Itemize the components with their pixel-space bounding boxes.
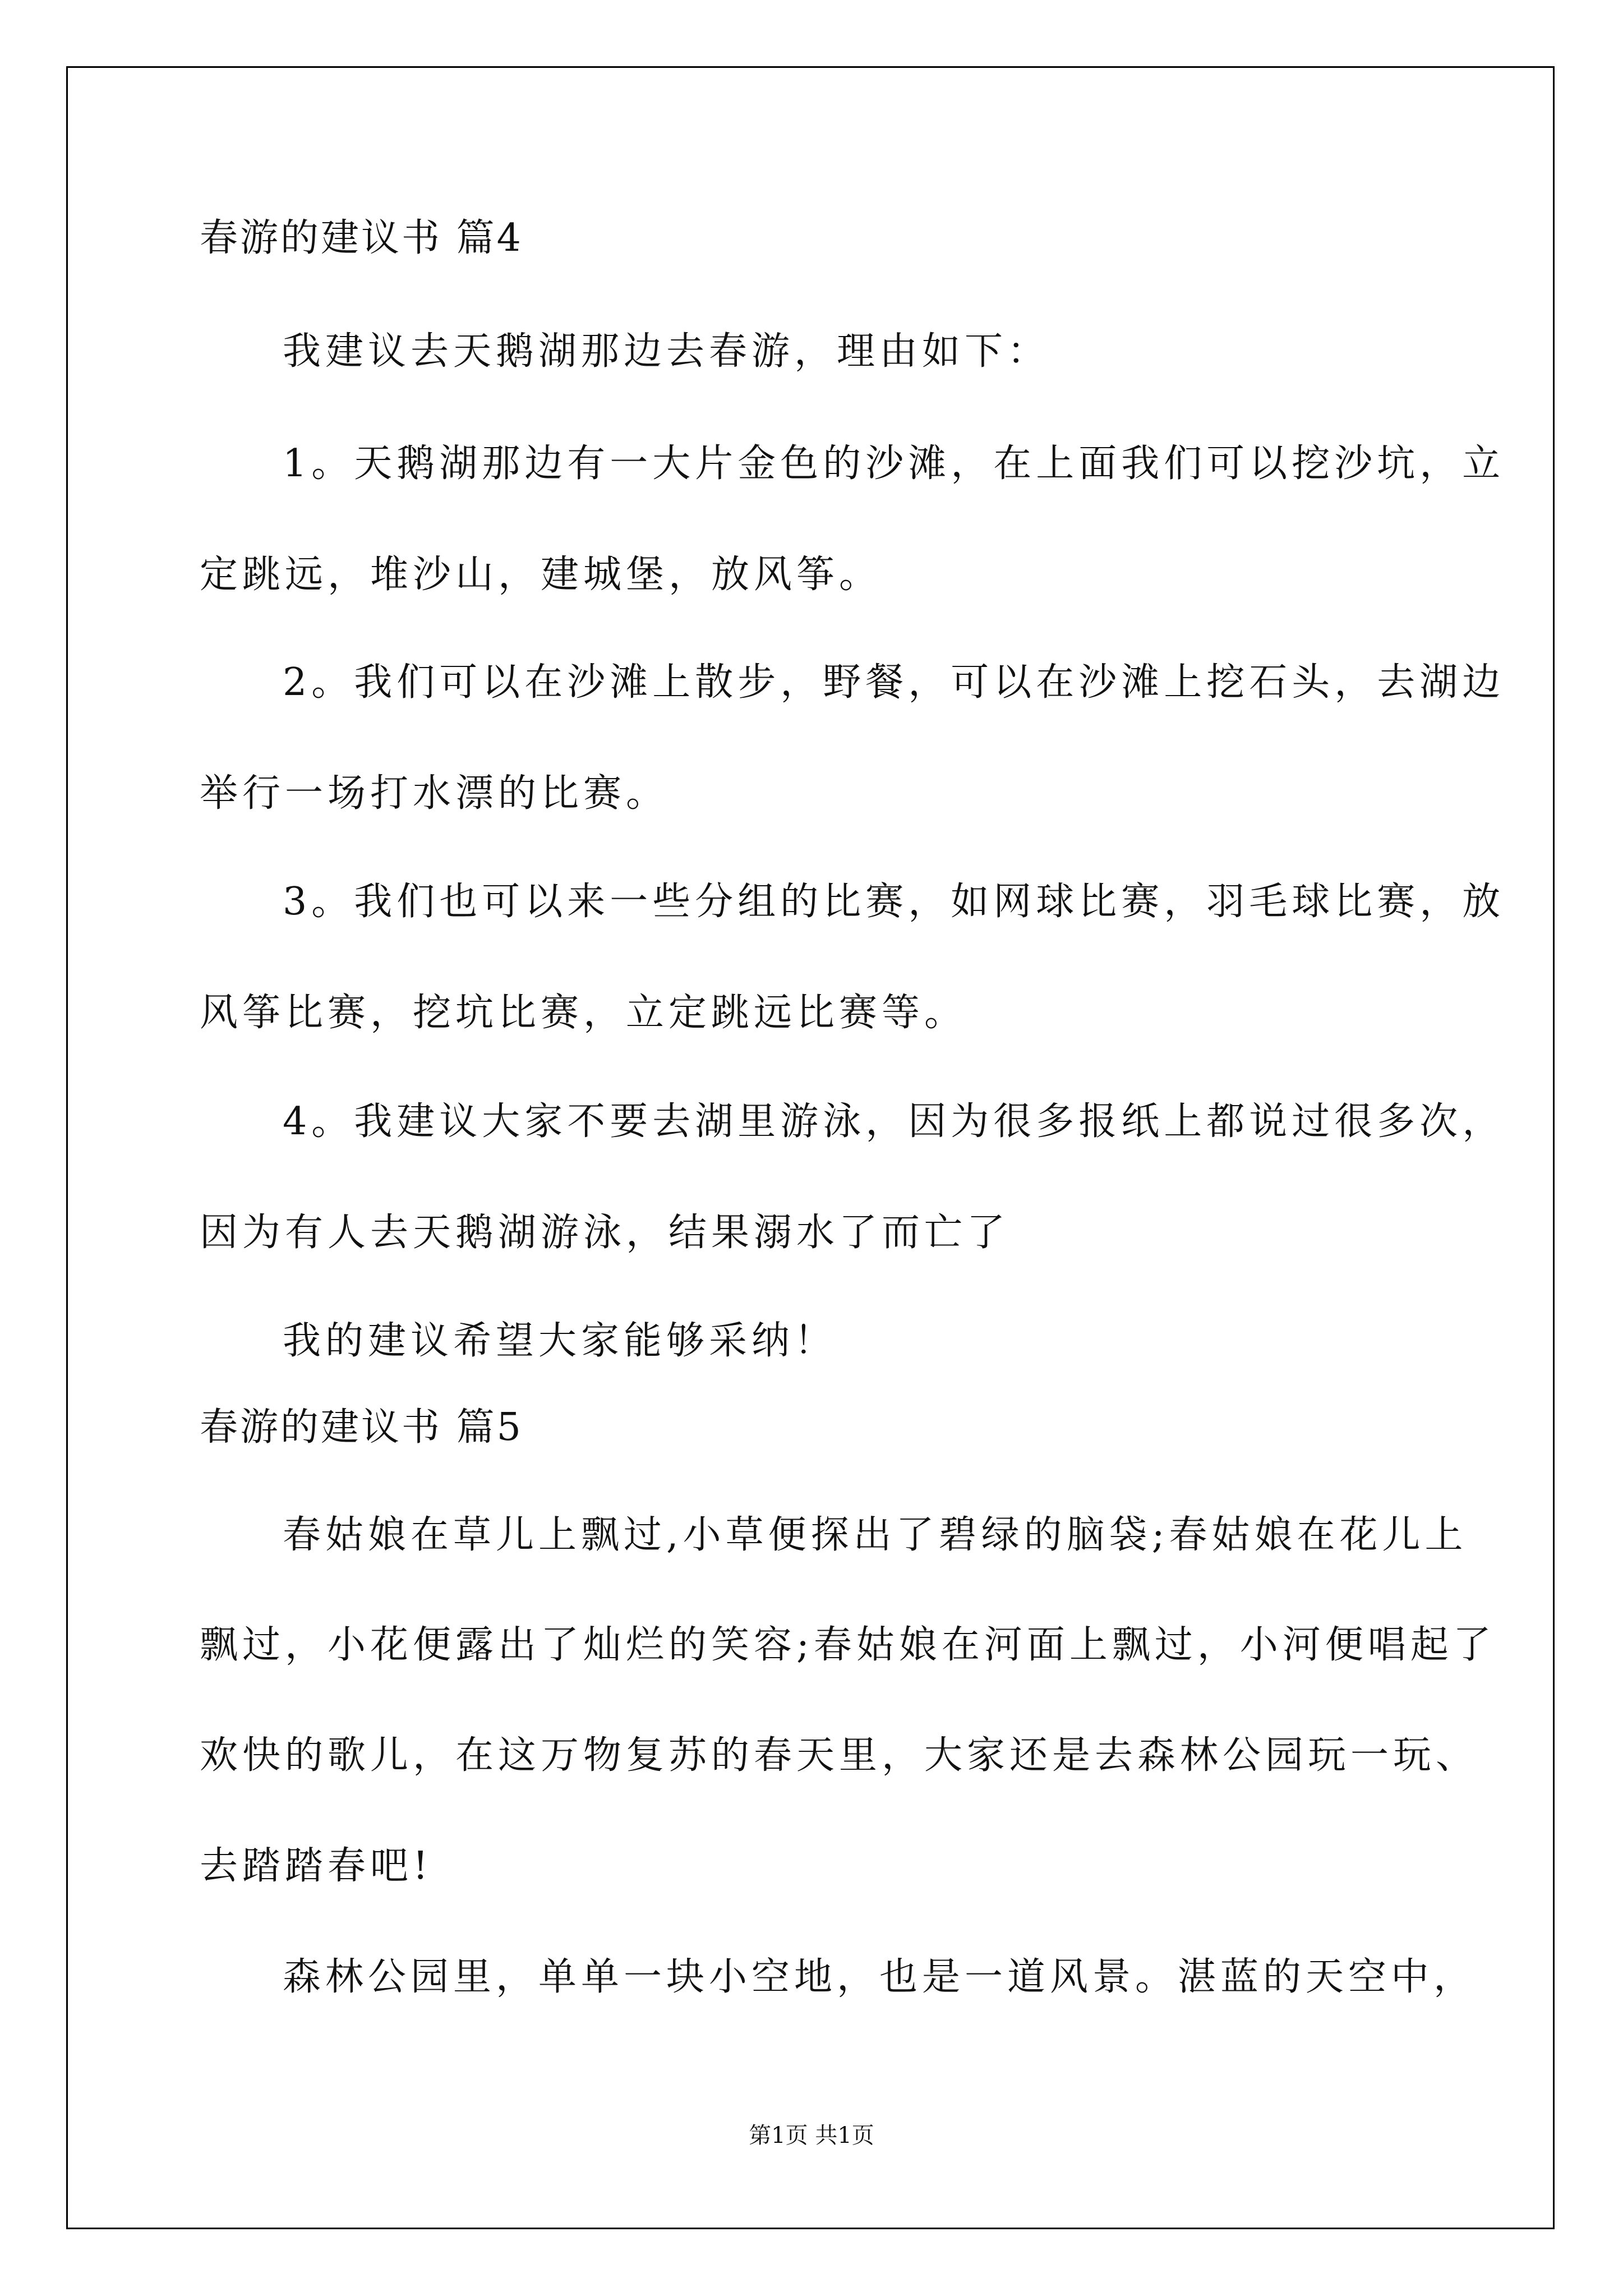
- section-heading: 春游的建议书 篇5: [200, 1405, 523, 1450]
- section-heading: 春游的建议书 篇4: [200, 216, 523, 260]
- paragraph-line: 4。我建议大家不要去湖里游泳，因为很多报纸上都说过很多次，: [283, 1099, 1505, 1144]
- paragraph-line: 定跳远，堆沙山，建城堡，放风筝。: [200, 553, 882, 597]
- paragraph-line: 风筝比赛，挖坑比赛，立定跳远比赛等。: [200, 991, 967, 1035]
- paragraph-line: 去踏踏春吧!: [200, 1844, 433, 1888]
- paragraph-line: 飘过，小花便露出了灿烂的笑容;春姑娘在河面上飘过，小河便唱起了: [200, 1623, 1496, 1667]
- paragraph-line: 因为有人去天鹅湖游泳，结果溺水了而亡了: [200, 1211, 1010, 1255]
- paragraph-line: 我建议去天鹅湖那边去春游，理由如下：: [283, 329, 1050, 374]
- paragraph-line: 森林公园里，单单一块小空地，也是一道风景。湛蓝的天空中，: [283, 1955, 1477, 1999]
- paragraph-line: 1。天鹅湖那边有一大片金色的沙滩，在上面我们可以挖沙坑，立: [283, 441, 1505, 486]
- paragraph-line: 春姑娘在草儿上飘过,小草便探出了碧绿的脑袋;春姑娘在花儿上: [283, 1513, 1468, 1557]
- paragraph-line: 3。我们也可以来一些分组的比赛，如网球比赛，羽毛球比赛，放: [283, 880, 1505, 924]
- page-footer: 第1页 共1页: [749, 2123, 874, 2148]
- paragraph-line: 我的建议希望大家能够采纳！: [283, 1319, 837, 1363]
- paragraph-line: 欢快的歌儿，在这万物复苏的春天里，大家还是去森林公园玩一玩、: [200, 1733, 1479, 1778]
- page-border: [66, 66, 1555, 2229]
- paragraph-line: 2。我们可以在沙滩上散步，野餐，可以在沙滩上挖石头，去湖边: [283, 660, 1505, 705]
- paragraph-line: 举行一场打水漂的比赛。: [200, 771, 669, 816]
